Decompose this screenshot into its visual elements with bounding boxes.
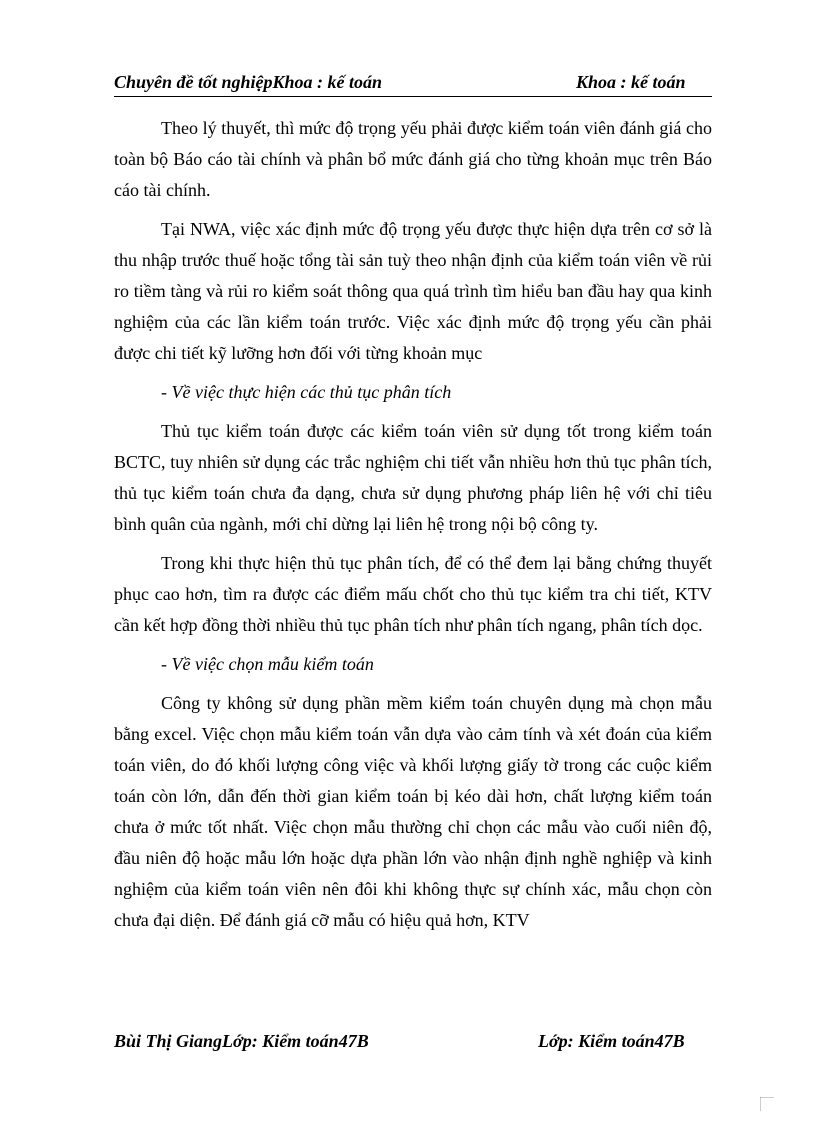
paragraph-analytical-usage: Thủ tục kiểm toán được các kiểm toán viên sử dụng tốt trong kiểm toán BCTC, tuy nhiên sử dụng các trắc nghiệm chi tiết vẫn nhiều hơn thủ tục phân tích, thủ tục kiểm toán chưa đa dạng, chưa sử dụng phương pháp liên hệ với chỉ tiêu bình quân của ngành, mới chỉ dừng lại liên hệ trong nội bộ công ty. [114, 421, 712, 534]
page-footer [114, 1031, 712, 1055]
paragraph-materiality-theory: Theo lý thuyết, thì mức độ trọng yếu phải được kiểm toán viên đánh giá cho toàn bộ Báo cáo tài chính và phân bổ mức đánh giá cho từng khoản mục trên Báo cáo tài chính. [114, 118, 712, 200]
header-right-text: Khoa : kế toán [576, 72, 686, 92]
paragraph-materiality-nwa: Tại NWA, việc xác định mức độ trọng yếu được thực hiện dựa trên cơ sở là thu nhập trước thuế hoặc tổng tài sản tuỳ theo nhận định của kiểm toán viên về rủi ro tiềm tàng và rủi ro kiểm soát thông qua quá trình tìm hiểu ban đầu hay qua kinh nghiệm của các lần kiểm toán trước. Việc xác định mức độ trọng yếu cần phải được chi tiết kỹ lưỡng hơn đối với từng khoản mục [114, 219, 712, 363]
paragraph-analytical-improvement: Trong khi thực hiện thủ tục phân tích, để có thể đem lại bằng chứng thuyết phục cao hơn, tìm ra được các điểm mấu chốt cho thủ tục kiểm tra chi tiết, KTV cần kết hợp đồng thời nhiều thủ tục phân tích như phân tích ngang, phân tích dọc. [114, 553, 712, 635]
header-left-text: Chuyên đề tốt nghiệpKhoa : kế toán [114, 72, 383, 92]
body-text [114, 113, 712, 936]
subheading-audit-sampling: - Về việc chọn mẫu kiểm toán [161, 654, 374, 674]
paragraph-audit-sampling: Công ty không sử dụng phần mềm kiểm toán chuyên dụng mà chọn mẫu bằng excel. Việc chọn mẫu kiểm toán vẫn dựa vào cảm tính và xét đoán của kiểm toán viên, do đó khối lượng công việc và khối lượng giấy tờ trong các cuộc kiểm toán còn lớn, dẫn đến thời gian kiểm toán bị kéo dài hơn, chất lượng kiểm toán chưa ở mức tốt nhất. Việc chọn mẫu thường chỉ chọn các mẫu vào cuối niên độ, đầu niên độ hoặc mẫu lớn hoặc dựa phần lớn vào nhận định nghề nghiệp và kinh nghiệm của kiểm toán viên nên đôi khi không thực sự chính xác, mẫu chọn còn chưa đại diện. Để đánh giá cỡ mẫu có hiệu quả hơn, KTV [114, 693, 712, 930]
subheading-analytical-procedures: - Về việc thực hiện các thủ tục phân tích [161, 382, 452, 402]
page-header [114, 72, 712, 97]
footer-left-text: Bùi Thị GiangLớp: Kiểm toán47B [114, 1031, 369, 1051]
footer-right-text: Lớp: Kiểm toán47B [538, 1031, 685, 1051]
corner-crop-mark-icon [760, 1097, 774, 1111]
